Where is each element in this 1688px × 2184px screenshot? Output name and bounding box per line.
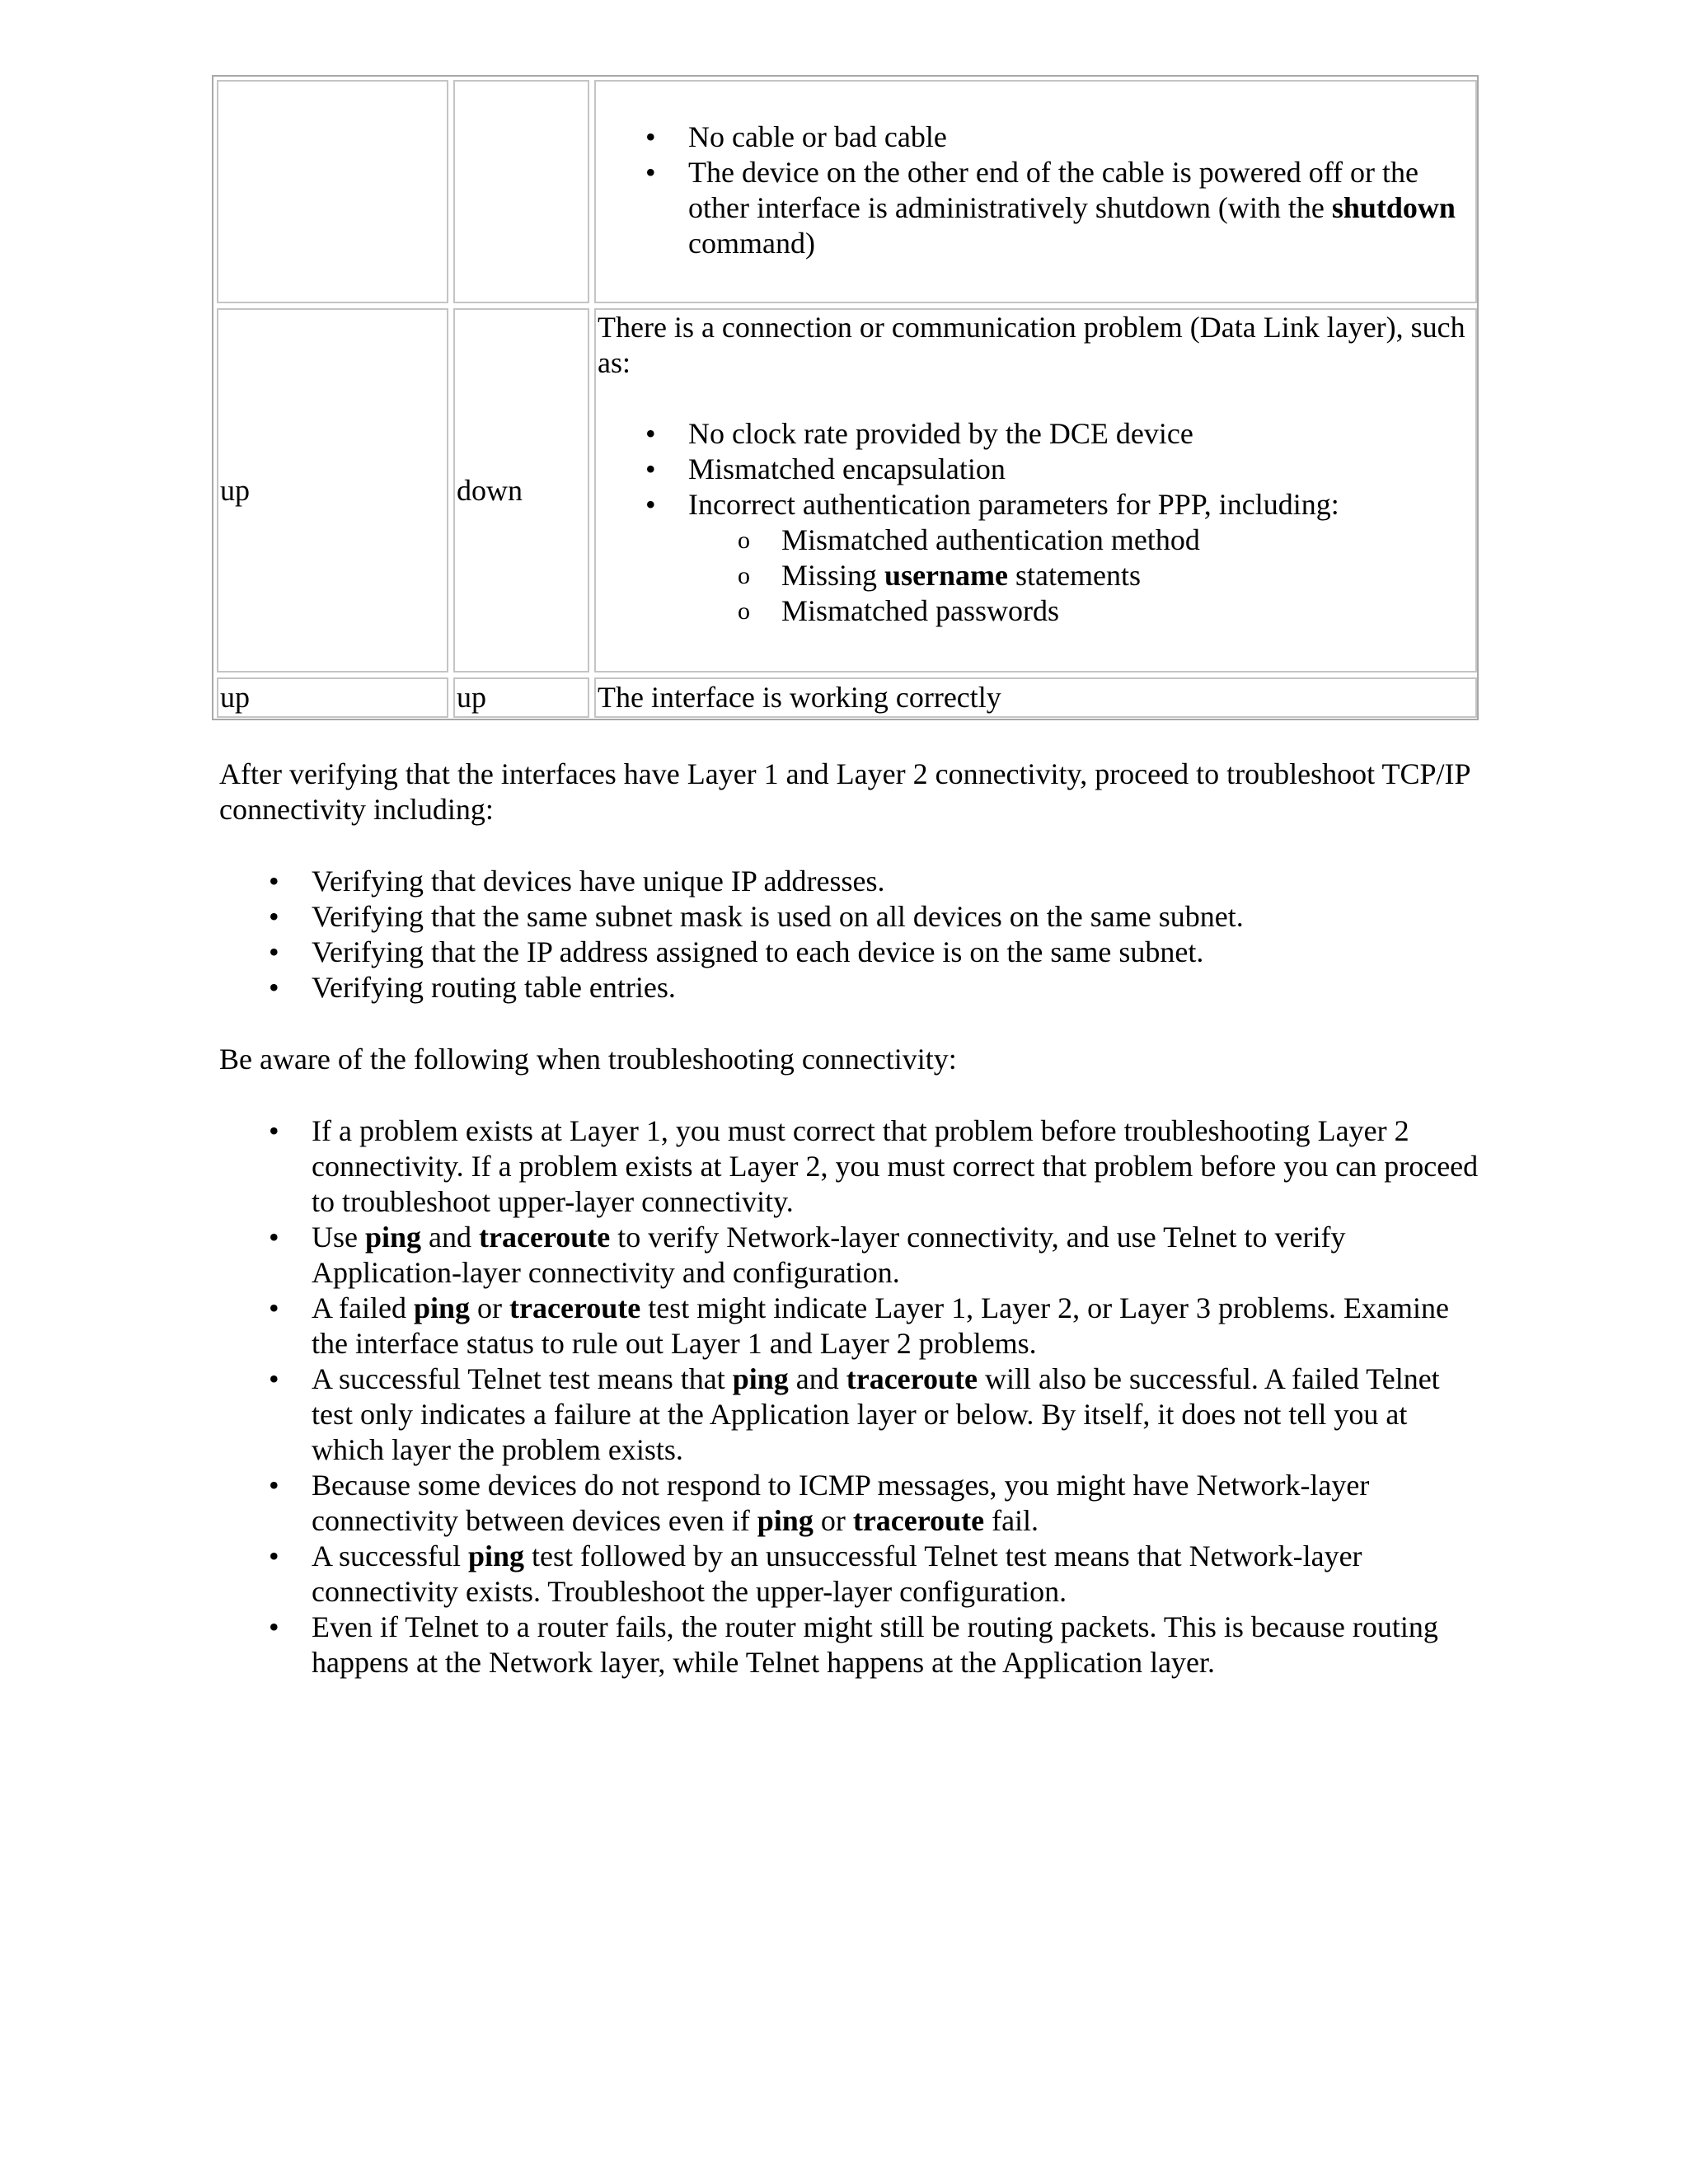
list-item: • Verifying that the same subnet mask is used on all devices on the same subnet. xyxy=(219,899,1480,935)
shutdown-command: shutdown xyxy=(1331,191,1456,224)
cause-list xyxy=(596,120,1470,261)
paragraph: Be aware of the following when troubleshooting connectivity: xyxy=(219,1043,957,1076)
traceroute-command: traceroute xyxy=(479,1221,611,1254)
ping-command: ping xyxy=(467,1540,525,1572)
list-item: • No clock rate provided by the DCE device xyxy=(596,416,1470,452)
list-item: • Use ping and traceroute to verify Network-layer connectivity, and use Telnet to verify Application-layer connectivity and configuration. xyxy=(219,1220,1480,1291)
username-command: username xyxy=(884,559,1009,592)
status-cell: up xyxy=(217,677,448,718)
list-item: • Because some devices do not respond to ICMP messages, you might have Network-layer connectivity between devices even if ping or traceroute fail. xyxy=(219,1468,1480,1539)
protocol-cell xyxy=(453,80,589,303)
traceroute-command: traceroute xyxy=(509,1291,641,1324)
list-item: • No cable or bad cable xyxy=(596,120,1470,155)
list-item: • Verifying that devices have unique IP addresses. xyxy=(219,864,1480,899)
troubleshooting-tips-list xyxy=(219,1113,1480,1680)
interface-status-table xyxy=(212,75,1479,720)
list-item: • The device on the other end of the cable is powered off or the other interface is administratively shutdown (with the shutdown command) xyxy=(596,155,1470,261)
cause-intro: There is a connection or communication problem (Data Link layer), such as: xyxy=(598,311,1465,379)
paragraph: After verifying that the interfaces have Layer 1 and Layer 2 connectivity, proceed to troubleshoot TCP/IP connectivity including: xyxy=(219,757,1470,826)
sub-list-item: o Mismatched passwords xyxy=(596,593,1470,629)
status-cell: up xyxy=(217,308,448,673)
list-item: • A successful ping test followed by an unsuccessful Telnet test means that Network-layer connectivity exists. Troubleshoot the upper-layer configuration. xyxy=(219,1539,1480,1610)
list-item: • A successful Telnet test means that ping and traceroute will also be successful. A failed Telnet test only indicates a failure at the Application layer or below. By itself, it does not tell you at which layer the problem exists. xyxy=(219,1361,1480,1468)
sub-list-item: o Missing username statements xyxy=(596,558,1470,593)
ping-command: ping xyxy=(757,1504,814,1537)
list-item: • Mismatched encapsulation xyxy=(596,452,1470,487)
list-item: • Even if Telnet to a router fails, the router might still be routing packets. This is because routing happens at the Network layer, while Telnet happens at the Application layer. xyxy=(219,1610,1480,1680)
sub-list-item: o Mismatched authentication method xyxy=(596,523,1470,558)
cause-cell: The interface is working correctly xyxy=(594,677,1477,718)
cause-cell xyxy=(594,80,1477,303)
protocol-cell: up xyxy=(453,677,589,718)
status-cell xyxy=(217,80,448,303)
ping-command: ping xyxy=(365,1221,422,1254)
verification-list xyxy=(219,864,1480,1005)
traceroute-command: traceroute xyxy=(846,1362,978,1395)
protocol-cell: down xyxy=(453,308,589,673)
list-item: • Verifying that the IP address assigned to each device is on the same subnet. xyxy=(219,935,1480,970)
sub-cause-list xyxy=(596,523,1470,629)
ping-command: ping xyxy=(413,1291,471,1324)
ping-command: ping xyxy=(732,1362,789,1395)
list-item: • If a problem exists at Layer 1, you must correct that problem before troubleshooting Layer 2 connectivity. If a problem exists at Layer 2, you must correct that problem before you can proceed to troubleshoot upper-layer connectivity. xyxy=(219,1113,1480,1220)
cause-cell xyxy=(594,308,1477,673)
cause-list xyxy=(596,416,1470,629)
list-item: • A failed ping or traceroute test might indicate Layer 1, Layer 2, or Layer 3 problems. Examine the interface status to rule out Layer 1 and Layer 2 problems. xyxy=(219,1291,1480,1361)
list-item: • Verifying routing table entries. xyxy=(219,970,1480,1005)
traceroute-command: traceroute xyxy=(852,1504,985,1537)
list-item: • Incorrect authentication parameters for PPP, including: o Mismatched authentication method o Missing username statements o Mismatched passwords xyxy=(596,487,1470,629)
